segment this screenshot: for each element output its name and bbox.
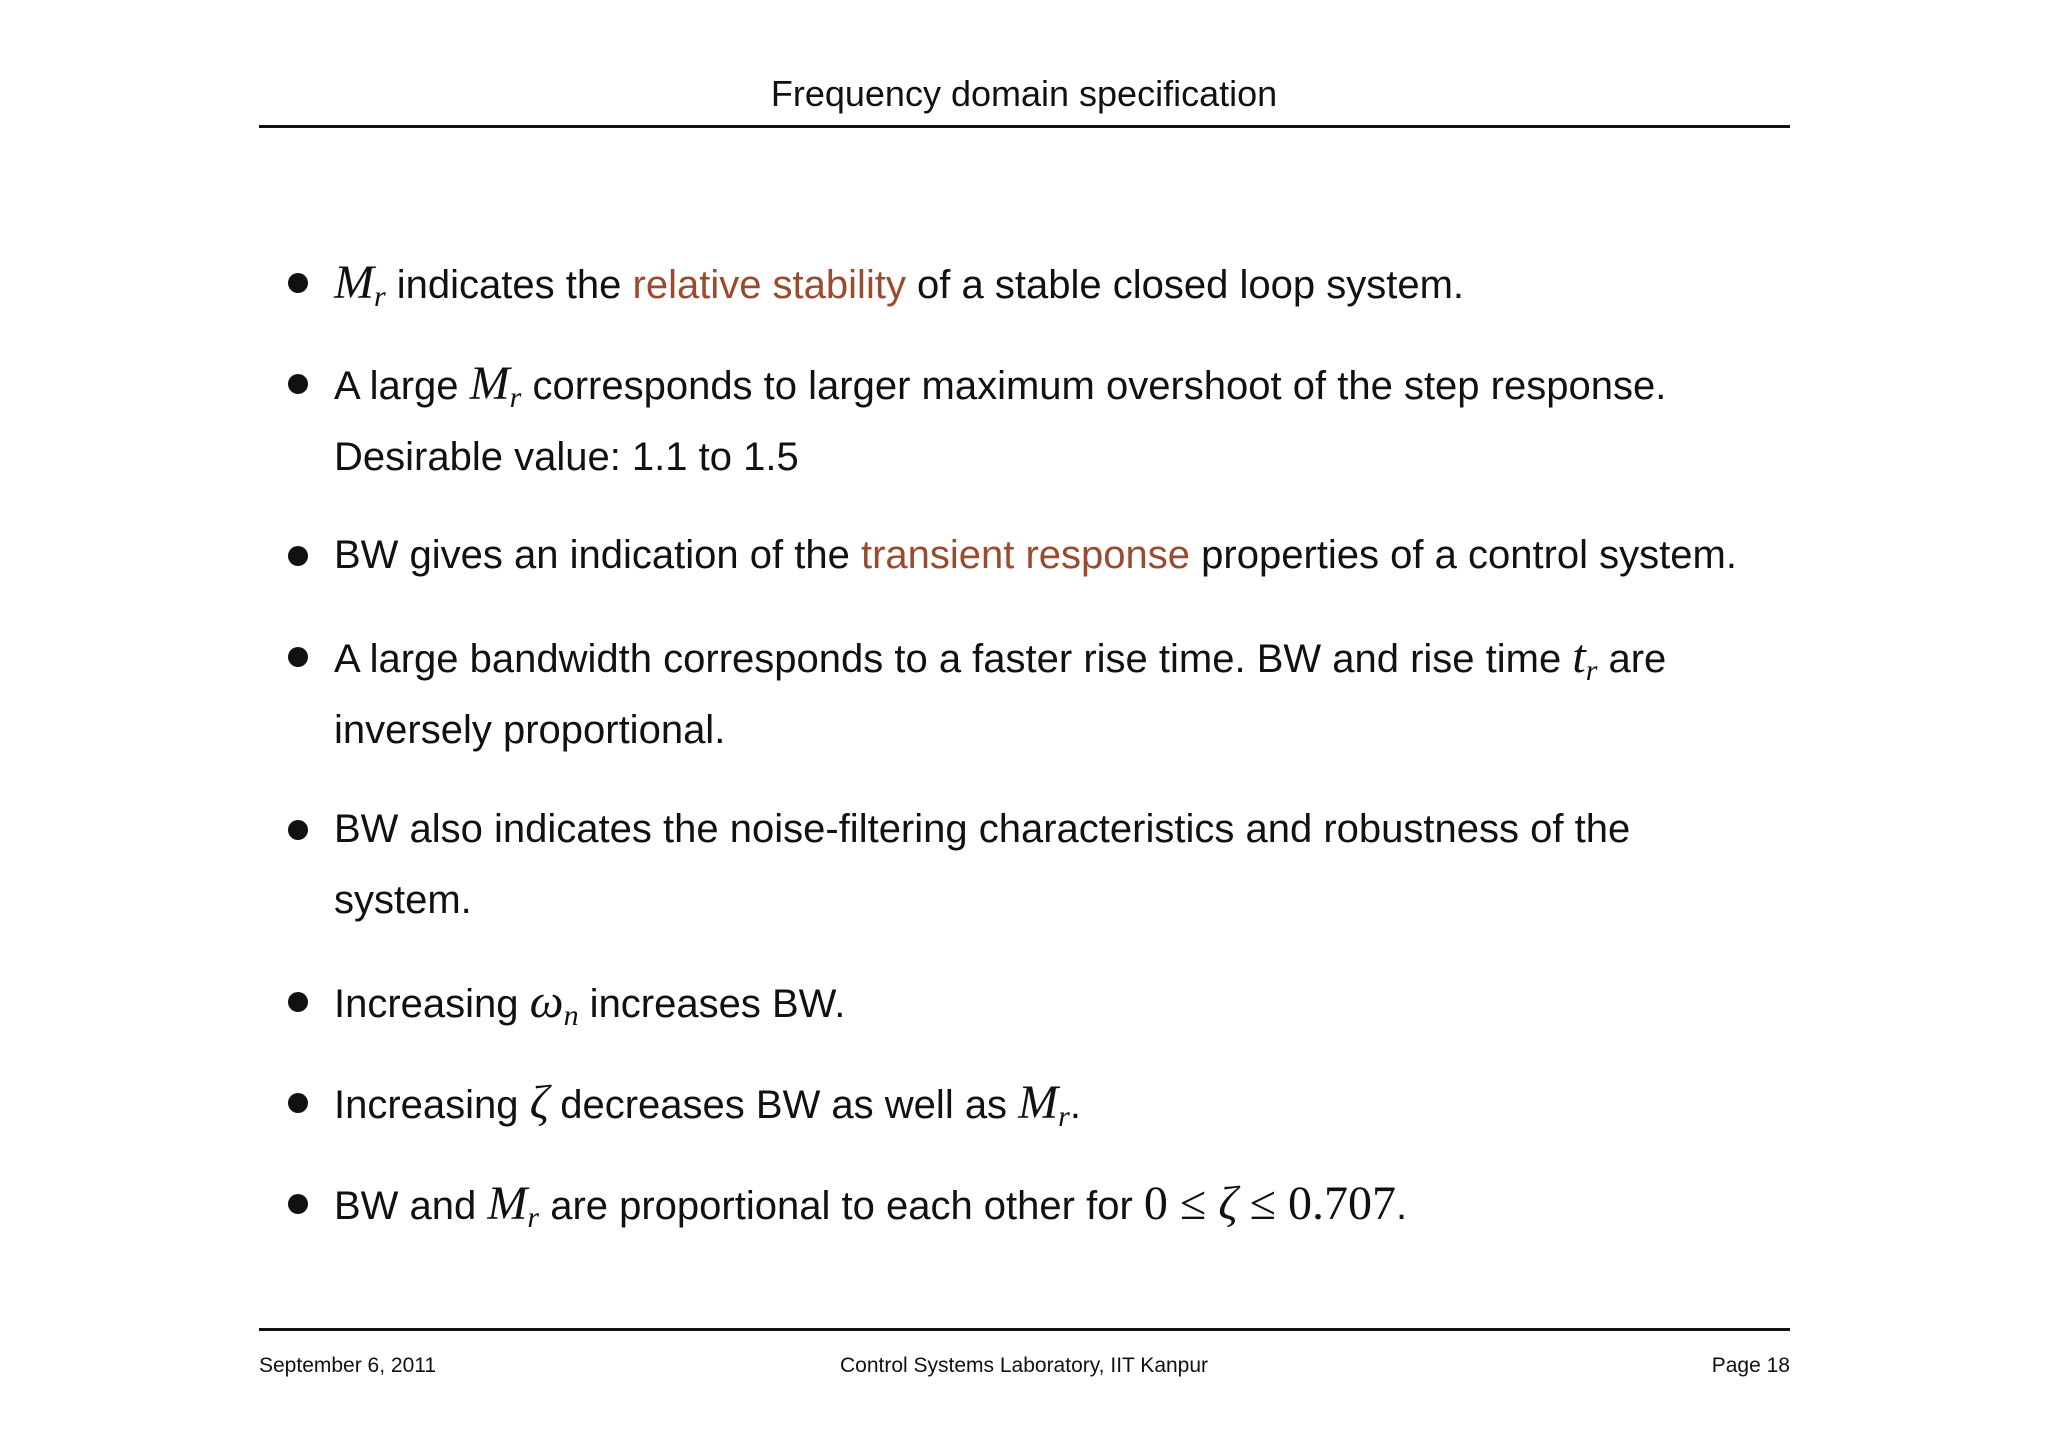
math-symbol: [1218, 1177, 1237, 1230]
math-symbol: [529, 975, 579, 1032]
text-run: A large bandwidth corresponds to a faster rise time. BW and rise time: [334, 637, 1573, 681]
math-expression: ≤ 0.707: [1237, 1177, 1397, 1230]
bullet-dot-icon: [288, 820, 308, 840]
footer-date: September 6, 2011: [259, 1354, 437, 1377]
bullet-dot-icon: [288, 992, 308, 1012]
text-run: are proportional to each other for: [539, 1184, 1144, 1228]
text-run: are: [1597, 637, 1667, 681]
bullet-dot-icon: [288, 273, 308, 293]
math-base: ζ: [529, 1076, 550, 1129]
bullet-dot-icon: [288, 647, 308, 667]
bullet-item: [288, 348, 1808, 493]
bullet-item: [288, 794, 1808, 936]
math-base: ζ: [1218, 1177, 1238, 1230]
math-symbol: [530, 1076, 549, 1129]
text-run: increases BW.: [578, 982, 846, 1026]
math-subscript: r: [527, 1201, 540, 1234]
text-run: inversely proportional.: [334, 708, 726, 752]
math-symbol: [469, 357, 522, 414]
bullet-text: [334, 966, 1808, 1040]
math-symbol: [334, 256, 386, 313]
math-expression: 0 ≤: [1143, 1177, 1219, 1230]
math-base: t: [1572, 630, 1586, 683]
bullet-dot-icon: [288, 1194, 308, 1214]
slide-title: Frequency domain specification: [770, 73, 1278, 114]
text-run: Increasing: [334, 982, 530, 1026]
bullet-text: [334, 794, 1808, 936]
math-base: M: [469, 357, 510, 410]
math-subscript: r: [373, 280, 386, 313]
text-run: Desirable value: 1.1 to 1.5: [334, 435, 799, 479]
text-run: properties of a control system.: [1190, 533, 1737, 577]
bullet-item: [288, 247, 1808, 321]
text-run: BW and: [334, 1184, 488, 1228]
text-run: decreases BW as well as: [549, 1083, 1019, 1127]
text-run: .: [1396, 1184, 1408, 1228]
bullet-item: [288, 520, 1808, 591]
text-run: BW also indicates the noise-filtering characteristics and robustness of the: [334, 807, 1631, 851]
math-subscript: n: [563, 999, 579, 1032]
text-run: corresponds to larger maximum overshoot of the step response.: [521, 364, 1667, 408]
bullet-text: [334, 621, 1808, 766]
bullet-dot-icon: [288, 1093, 308, 1113]
text-run: indicates the: [385, 263, 633, 307]
bullet-item: [288, 621, 1808, 766]
text-run: .: [1069, 1083, 1081, 1127]
bullet-item: [288, 1067, 1808, 1141]
bullet-text: [334, 348, 1808, 493]
text-run: BW gives an indication of the: [334, 533, 861, 577]
text-run: of a stable closed loop system.: [905, 263, 1465, 307]
bullet-text: [334, 1067, 1808, 1141]
text-run: A large: [334, 364, 470, 408]
math-base: M: [334, 256, 374, 309]
bullet-text: [334, 520, 1808, 591]
bullet-text: [334, 1168, 1808, 1242]
text-run: system.: [334, 878, 472, 922]
bullet-text: [334, 247, 1808, 321]
math-symbol: [1572, 630, 1598, 687]
highlighted-term: transient response: [860, 533, 1191, 577]
math-subscript: r: [509, 381, 522, 414]
highlighted-term: relative stability: [632, 263, 906, 307]
math-symbol: [1018, 1076, 1070, 1133]
text-run: Increasing: [334, 1083, 530, 1127]
bullet-dot-icon: [288, 374, 308, 394]
footer-page-number: Page 18: [1711, 1354, 1790, 1377]
footer-lab-name: Control Systems Laboratory, IIT Kanpur: [839, 1354, 1209, 1377]
bullet-dot-icon: [288, 546, 308, 566]
bullet-item: [288, 1168, 1808, 1242]
math-subscript: r: [1585, 654, 1598, 687]
math-symbol: [487, 1177, 540, 1234]
math-subscript: r: [1058, 1100, 1070, 1133]
bullet-item: [288, 966, 1808, 1040]
math-base: ω: [529, 975, 564, 1028]
footer-rule: [259, 1328, 1790, 1331]
math-base: M: [1018, 1076, 1059, 1129]
math-base: M: [487, 1177, 528, 1230]
